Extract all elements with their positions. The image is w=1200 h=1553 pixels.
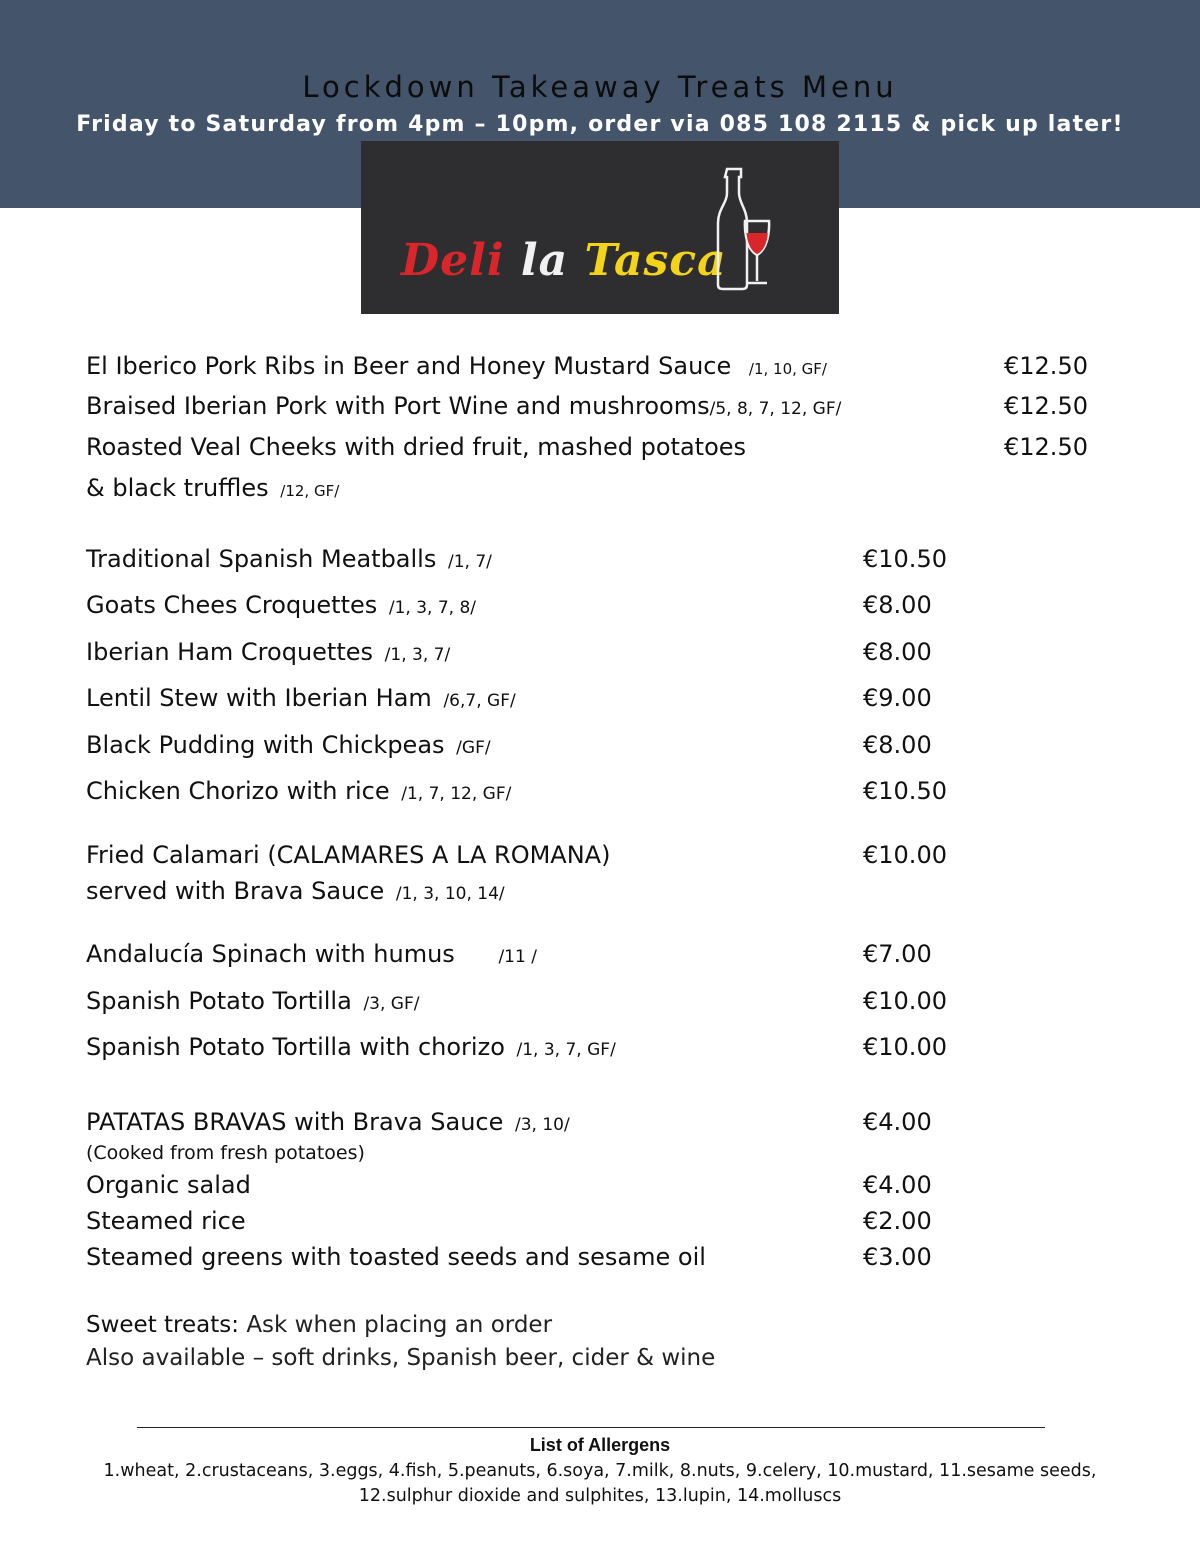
allergen-codes: /1, 3, 7, 8/	[388, 598, 477, 618]
dish-name-continued: & black truffles	[86, 474, 269, 502]
menu-item-steamed-greens	[86, 1243, 706, 1271]
allergen-codes: /1, 10, GF/	[748, 360, 827, 378]
dish-name: Goats Chees Croquettes	[86, 591, 378, 619]
allergen-codes: /GF/	[456, 738, 491, 758]
dish-name: Spanish Potato Tortilla	[86, 987, 352, 1015]
menu-item-tortilla-chorizo	[86, 1033, 616, 1061]
also-available-note: Also available – soft drinks, Spanish beer, cider & wine	[86, 1345, 716, 1371]
menu-item-fried-calamari-line2	[86, 877, 505, 905]
menu-item-patatas-bravas	[86, 1108, 570, 1136]
allergen-list	[60, 1459, 1140, 1509]
dish-name: Steamed greens with toasted seeds and sesame oil	[86, 1243, 706, 1271]
price: €9.00	[863, 684, 932, 712]
allergen-codes: /12, GF/	[280, 482, 340, 500]
allergen-codes: /11 /	[498, 947, 537, 967]
dish-name: Iberian Ham Croquettes	[86, 638, 374, 666]
menu-item-veal-cheeks-line2	[86, 474, 339, 502]
menu-item-fried-calamari	[86, 841, 610, 869]
price: €12.50	[1004, 392, 1088, 420]
allergen-list-line2: 12.sulphur dioxide and sulphites, 13.lupin, 14.molluscs	[358, 1486, 842, 1506]
allergen-list-line1: 1.wheat, 2.crustaceans, 3.eggs, 4.fish, 5.peanuts, 6.soya, 7.milk, 8.nuts, 9.celery, 10.mustard, 11.sesame seeds,	[103, 1461, 1097, 1481]
price: €8.00	[863, 591, 932, 619]
menu-item-pork-ribs	[86, 352, 827, 380]
menu-item-ham-croquettes	[86, 638, 450, 666]
logo	[361, 141, 839, 314]
price: €10.50	[863, 545, 947, 573]
allergen-codes: /1, 7/	[448, 552, 492, 572]
menu-title: Lockdown Takeaway Treats Menu	[302, 70, 898, 104]
dish-name: Black Pudding with Chickpeas	[86, 731, 445, 759]
price: €10.00	[863, 841, 947, 869]
price: €4.00	[863, 1108, 932, 1136]
price: €12.50	[1004, 433, 1088, 461]
logo-wordmark	[401, 235, 727, 286]
sweet-treats-text: Ask when placing an order	[246, 1312, 553, 1338]
dish-name: Andalucía Spinach with humus	[86, 940, 455, 968]
logo-word-deli: Deli	[401, 235, 505, 286]
menu-item-spinach-humus	[86, 940, 537, 968]
price: €12.50	[1004, 352, 1088, 380]
allergen-list-title: List of Allergens	[529, 1435, 671, 1455]
price: €4.00	[863, 1171, 932, 1199]
dish-name: El Iberico Pork Ribs in Beer and Honey Mustard Sauce	[86, 352, 732, 380]
dish-name: Steamed rice	[86, 1207, 246, 1235]
allergen-codes: /3, GF/	[363, 994, 420, 1014]
price: €3.00	[863, 1243, 932, 1271]
allergen-codes: /5, 8, 7, 12, GF/	[709, 399, 842, 419]
price: €8.00	[863, 638, 932, 666]
dish-name: Chicken Chorizo with rice	[86, 777, 390, 805]
wine-bottle-glass-icon	[715, 163, 779, 293]
allergen-codes: /6,7, GF/	[443, 691, 516, 711]
dish-name: Braised Iberian Pork with Port Wine and mushrooms	[86, 392, 710, 420]
allergen-codes: /1, 3, 10, 14/	[395, 884, 505, 904]
menu-item-goats-cheese-croquettes	[86, 591, 476, 619]
menu-item-braised-pork	[86, 392, 841, 420]
menu-item-potato-tortilla	[86, 987, 419, 1015]
allergen-codes: /1, 3, 7/	[384, 645, 451, 665]
dish-name: Organic salad	[86, 1171, 251, 1199]
menu-item-black-pudding	[86, 731, 491, 759]
dish-name: PATATAS BRAVAS with Brava Sauce	[86, 1108, 504, 1136]
price: €10.00	[863, 1033, 947, 1061]
sweet-treats-label: Sweet treats:	[86, 1312, 240, 1338]
price: €10.00	[863, 987, 947, 1015]
menu-item-meatballs	[86, 545, 492, 573]
price: €2.00	[863, 1207, 932, 1235]
menu-item-organic-salad	[86, 1171, 251, 1199]
sweet-treats-note	[86, 1312, 552, 1338]
price: €8.00	[863, 731, 932, 759]
menu-item-veal-cheeks	[86, 433, 746, 461]
dish-name: Roasted Veal Cheeks with dried fruit, mashed potatoes	[86, 433, 747, 461]
dish-name: Traditional Spanish Meatballs	[86, 545, 437, 573]
logo-word-tasca: Tasca	[584, 235, 727, 286]
dish-name-continued: served with Brava Sauce	[86, 877, 385, 905]
dish-name: Fried Calamari (CALAMARES A LA ROMANA)	[86, 841, 611, 869]
dish-name: Spanish Potato Tortilla with chorizo	[86, 1033, 505, 1061]
logo-word-la: la	[520, 235, 569, 286]
price: €10.50	[863, 777, 947, 805]
menu-item-lentil-stew	[86, 684, 516, 712]
bravas-note: (Cooked from fresh potatoes)	[86, 1142, 365, 1164]
allergen-codes: /1, 7, 12, GF/	[401, 784, 512, 804]
allergen-codes: /3, 10/	[515, 1115, 570, 1135]
allergen-codes: /1, 3, 7, GF/	[516, 1040, 616, 1060]
menu-subtitle: Friday to Saturday from 4pm – 10pm, order via 085 108 2115 & pick up later!	[76, 112, 1124, 137]
dish-name: Lentil Stew with Iberian Ham	[86, 684, 432, 712]
menu-item-chicken-chorizo	[86, 777, 511, 805]
allergen-divider	[137, 1427, 1045, 1428]
price: €7.00	[863, 940, 932, 968]
menu-item-steamed-rice	[86, 1207, 246, 1235]
